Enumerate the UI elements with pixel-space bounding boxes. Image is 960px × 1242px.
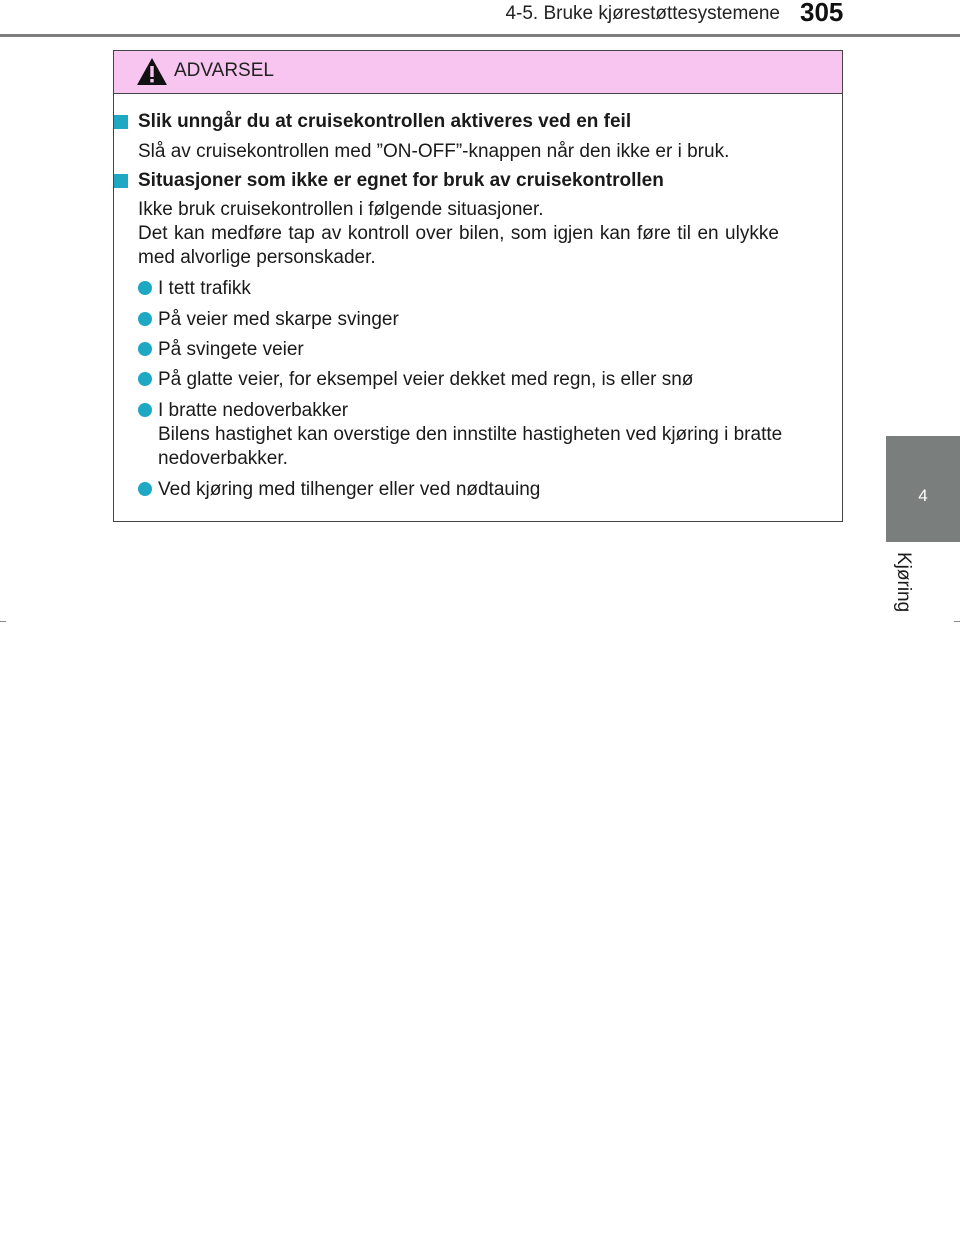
section-text: Ikke bruk cruisekontrollen i følgende situasjoner. (138, 199, 544, 220)
round-bullet-icon (138, 372, 152, 386)
list-item-subtext: Bilens hastighet kan overstige den innstilte hastigheten ved kjøring i bratte (158, 424, 783, 445)
round-bullet-icon (138, 482, 152, 496)
round-bullet-icon (138, 312, 152, 326)
list-item-text: I tett trafikk (158, 278, 251, 299)
list-item-text: På svingete veier (158, 339, 304, 360)
crop-mark-left (0, 621, 6, 622)
section-text: med alvorlige personskader. (138, 247, 376, 268)
round-bullet-icon (138, 342, 152, 356)
warning-triangle-icon (136, 57, 168, 86)
section-heading (114, 169, 664, 193)
list-item-text: I bratte nedoverbakker (158, 400, 349, 421)
square-bullet-icon (114, 115, 128, 129)
warning-header (114, 51, 842, 94)
list-item-subtext: nedoverbakker. (158, 448, 288, 469)
page-number: 305 (800, 0, 844, 27)
warning-box (113, 50, 843, 522)
section-heading-text: Slik unngår du at cruisekontrollen aktiveres ved en feil (138, 111, 632, 132)
chapter-tab (886, 436, 960, 542)
header-divider (0, 34, 960, 37)
section-text: Slå av cruisekontrollen med ”ON-OFF”-knappen når den ikke er i bruk. (138, 141, 730, 162)
round-bullet-icon (138, 281, 152, 295)
list-item-text: Ved kjøring med tilhenger eller ved nødtauing (158, 479, 541, 500)
warning-title: ADVARSEL (174, 60, 274, 81)
section-title: 4-5. Bruke kjørestøttesystemene (505, 3, 780, 24)
square-bullet-icon (114, 174, 128, 188)
chapter-number: 4 (918, 486, 928, 505)
list-item-text: På veier med skarpe svinger (158, 309, 399, 330)
chapter-label: Kjøring (893, 552, 914, 613)
section-text: Det kan medføre tap av kontroll over bilen, som igjen kan føre til en ulykke (138, 223, 779, 244)
list-item-text: På glatte veier, for eksempel veier dekket med regn, is eller snø (158, 369, 694, 390)
crop-mark-right (954, 621, 960, 622)
round-bullet-icon (138, 403, 152, 417)
section-heading-text: Situasjoner som ikke er egnet for bruk av cruisekontrollen (138, 170, 664, 191)
section-heading (114, 110, 631, 134)
